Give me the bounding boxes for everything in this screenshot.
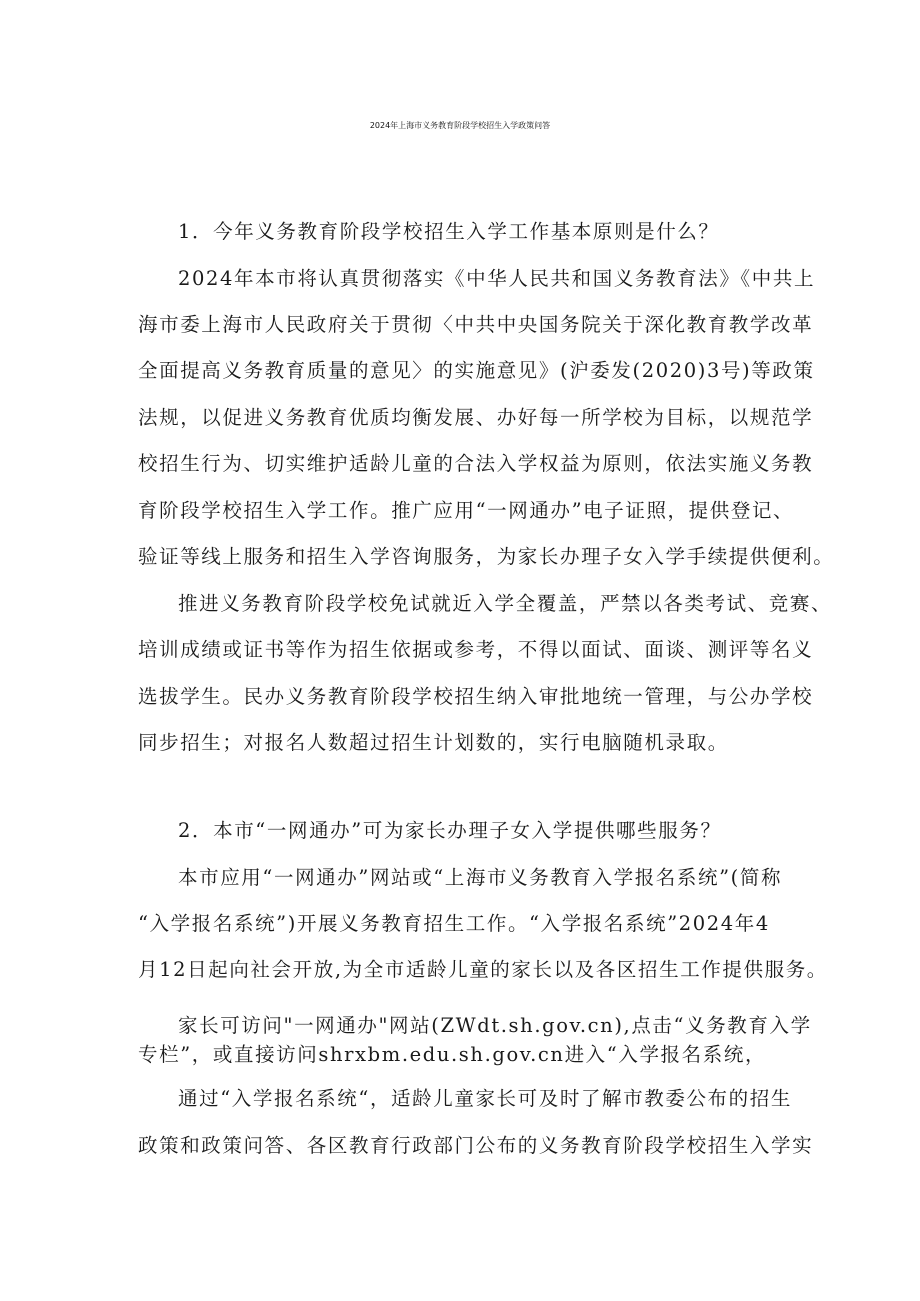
question-2-heading: 2．本市“一网通办”可为家长办理子女入学提供哪些服务？ xyxy=(178,819,722,842)
paragraph-line: 本市应用“一网通办”网站或“上海市义务教育入学报名系统”(简称 xyxy=(178,866,783,889)
paragraph-line: 全面提高义务教育质量的意见〉的实施意见》(沪委发(2020)3号)等政策 xyxy=(138,359,815,382)
paragraph-line: 法规，以促进义务教育优质均衡发展、办好每一所学校为目标，以规范学 xyxy=(138,406,814,429)
paragraph-line: “入学报名系统”)开展义务教育招生工作。“入学报名系统”2024年4 xyxy=(138,912,770,935)
paragraph-line: 2024年本市将认真贯彻落实《中华人民共和国义务教育法》《中共上 xyxy=(178,267,816,290)
paragraph-line: 通过“入学报名系统“，适龄儿童家长可及时了解市教委公布的招生 xyxy=(178,1087,792,1110)
paragraph-line: 选拔学生。民办义务教育阶段学校招生纳入审批地统一管理，与公办学校 xyxy=(138,685,814,708)
paragraph-line: 海市委上海市人民政府关于贯彻〈中共中央国务院关于深化教育教学改革 xyxy=(138,313,814,336)
paragraph-line: 培训成绩或证书等作为招生依据或参考，不得以面试、面谈、测评等名义 xyxy=(138,638,814,661)
paragraph-line: 推进义务教育阶段学校免试就近入学全覆盖，严禁以各类考试、竞赛、 xyxy=(178,592,833,615)
document-title: 2024年上海市义务教育阶段学校招生入学政策问答 xyxy=(369,121,551,130)
paragraph-line: 专栏”，或直接访问shrxbm.edu.sh.gov.cn进入“入学报名系统， xyxy=(138,1043,767,1066)
paragraph-line: 政策和政策问答、各区教育行政部门公布的义务教育阶段学校招生入学实 xyxy=(138,1134,814,1157)
paragraph-line: 同步招生；对报名人数超过招生计划数的，实行电脑随机录取。 xyxy=(138,731,729,754)
paragraph-line: 家长可访问"一网通办"网站(ZWdt.sh.gov.cn),点击“义务教育入学 xyxy=(178,1014,812,1037)
paragraph-line: 验证等线上服务和招生入学咨询服务，为家长办理子女入学手续提供便利。 xyxy=(138,545,835,568)
paragraph-line: 校招生行为、切实维护适龄儿童的合法入学权益为原则，依法实施义务教 xyxy=(138,452,814,475)
paragraph-line: 月12日起向社会开放,为全市适龄儿童的家长以及各区招生工作提供服务。 xyxy=(138,958,828,981)
paragraph-line: 育阶段学校招生入学工作。推广应用“一网通办”电子证照，提供登记、 xyxy=(138,499,795,522)
question-1-heading: 1．今年义务教育阶段学校招生入学工作基本原则是什么？ xyxy=(178,220,720,243)
